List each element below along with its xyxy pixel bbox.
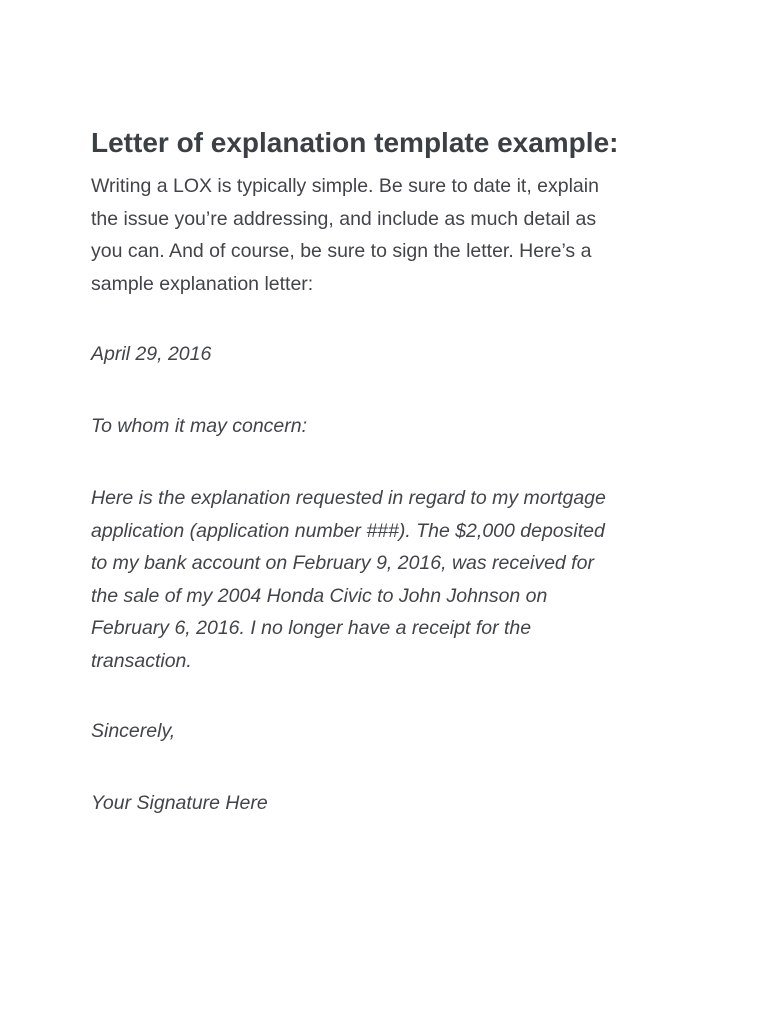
intro-line: sample explanation letter: bbox=[91, 272, 314, 295]
letter-signature: Your Signature Here bbox=[91, 792, 268, 814]
intro-paragraph bbox=[91, 170, 691, 300]
letter-body-line: Here is the explanation requested in regard to my mortgage bbox=[91, 487, 606, 509]
letter-body-line: the sale of my 2004 Honda Civic to John Johnson on bbox=[91, 584, 548, 607]
intro-line: Writing a LOX is typically simple. Be sure to date it, explain bbox=[91, 175, 599, 197]
letter-body-line: transaction. bbox=[91, 649, 192, 672]
intro-line: the issue you’re addressing, and include as much detail as bbox=[91, 207, 597, 230]
letter-salutation: To whom it may concern: bbox=[91, 415, 308, 437]
letter-body-line: application (application number ###). The $2,000 deposited bbox=[91, 519, 605, 542]
letter-date: April 29, 2016 bbox=[91, 343, 212, 365]
intro-line: you can. And of course, be sure to sign the letter. Here’s a bbox=[91, 240, 592, 262]
letter-body-line: to my bank account on February 9, 2016, was received for bbox=[91, 552, 594, 574]
page-title: Letter of explanation template example: bbox=[91, 127, 619, 158]
letter-closing: Sincerely, bbox=[91, 720, 176, 742]
letter-body bbox=[91, 482, 691, 677]
letter-body-line: February 6, 2016. I no longer have a receipt for the bbox=[91, 617, 532, 639]
